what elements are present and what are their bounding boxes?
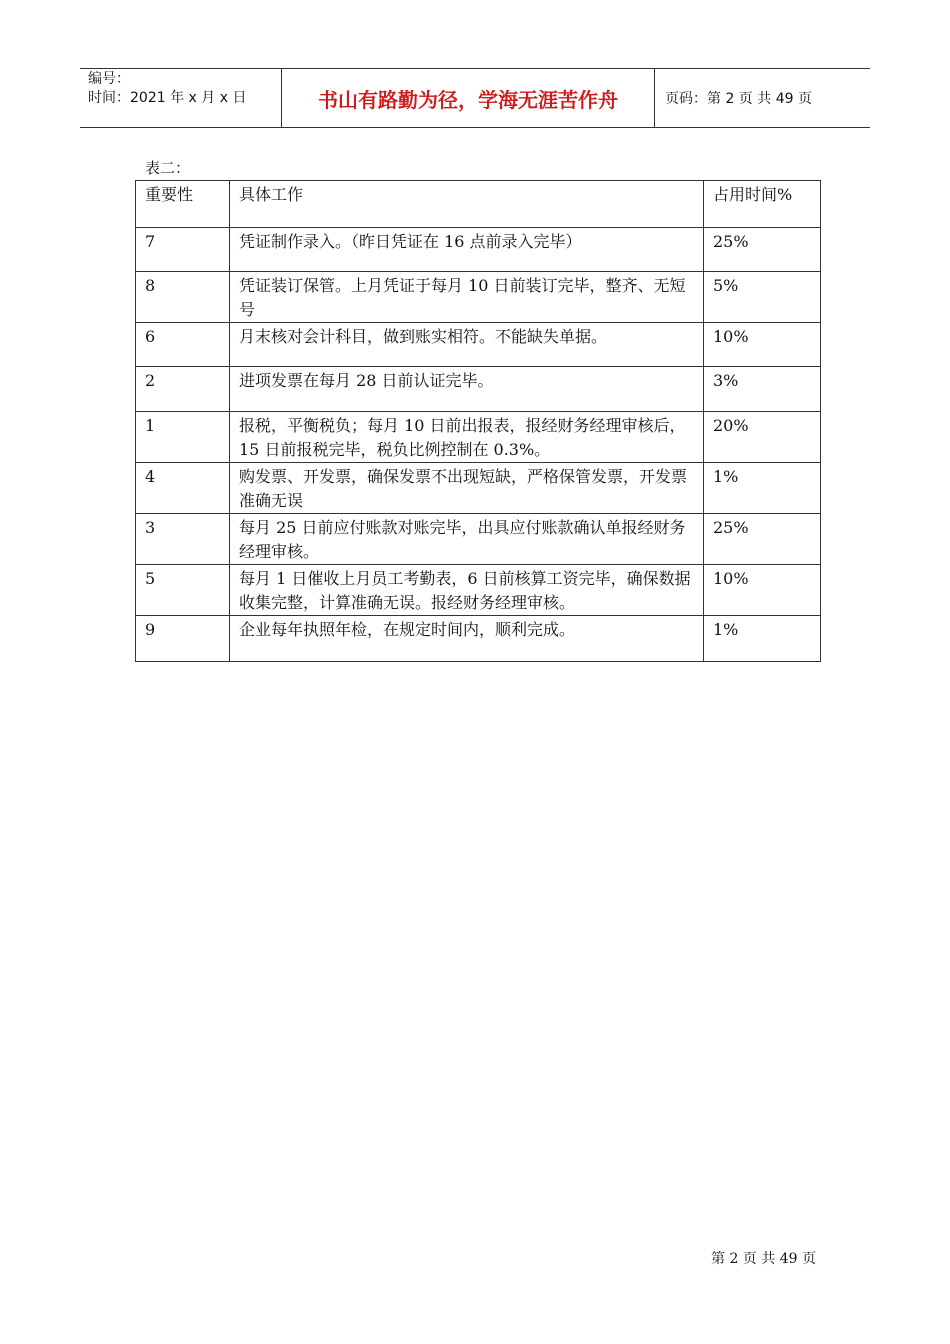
table-row	[136, 616, 821, 662]
column-header-work: 具体工作	[230, 181, 704, 228]
work-cell: 购发票、开发票，确保发票不出现短缺，严格保管发票，开发票准确无误	[230, 463, 704, 514]
importance-cell: 3	[136, 514, 230, 565]
number-label: 编号：	[88, 71, 130, 87]
column-header-importance: 重要性	[136, 181, 230, 228]
table-header-row	[136, 181, 821, 228]
table-caption: 表二：	[145, 159, 191, 177]
header-motto: 书山有路勤为径，学海无涯苦作舟	[282, 69, 655, 127]
work-cell: 凭证装订保管。上月凭证于每月 10 日前装订完毕，整齐、无短号	[230, 272, 704, 323]
work-cell: 报税，平衡税负；每月 10 日前出报表，报经财务经理审核后，15 日前报税完毕，税负比例控制在 0.3%。	[230, 412, 704, 463]
table-row	[136, 323, 821, 367]
time-cell: 3%	[704, 367, 821, 412]
importance-cell: 6	[136, 323, 230, 367]
table-row	[136, 514, 821, 565]
time-cell: 20%	[704, 412, 821, 463]
importance-cell: 1	[136, 412, 230, 463]
page-header	[80, 68, 870, 128]
table-row	[136, 412, 821, 463]
importance-cell: 4	[136, 463, 230, 514]
importance-cell: 5	[136, 565, 230, 616]
importance-cell: 8	[136, 272, 230, 323]
page-footer: 第 2 页 共 49 页	[711, 1251, 816, 1267]
time-cell: 1%	[704, 616, 821, 662]
header-meta	[80, 69, 282, 127]
work-table	[135, 180, 821, 662]
table-row	[136, 367, 821, 412]
work-cell: 月末核对会计科目，做到账实相符。不能缺失单据。	[230, 323, 704, 367]
importance-cell: 7	[136, 228, 230, 272]
importance-cell: 2	[136, 367, 230, 412]
table-row	[136, 463, 821, 514]
work-cell: 进项发票在每月 28 日前认证完毕。	[230, 367, 704, 412]
work-cell: 凭证制作录入。（昨日凭证在 16 点前录入完毕）	[230, 228, 704, 272]
time-cell: 25%	[704, 514, 821, 565]
header-page-label: 页码：第 2 页 共 49 页	[665, 91, 812, 107]
work-cell: 每月 1 日催收上月员工考勤表，6 日前核算工资完毕，确保数据收集完整，计算准确无误。报经财务经理审核。	[230, 565, 704, 616]
column-header-time: 占用时间%	[704, 181, 821, 228]
time-cell: 10%	[704, 323, 821, 367]
time-cell: 5%	[704, 272, 821, 323]
table-row	[136, 228, 821, 272]
work-cell: 企业每年执照年检，在规定时间内，顺利完成。	[230, 616, 704, 662]
time-cell: 1%	[704, 463, 821, 514]
table-row	[136, 272, 821, 323]
work-cell: 每月 25 日前应付账款对账完毕，出具应付账款确认单报经财务经理审核。	[230, 514, 704, 565]
importance-cell: 9	[136, 616, 230, 662]
date-label: 时间：2021 年 x 月 x 日	[88, 90, 247, 106]
time-cell: 10%	[704, 565, 821, 616]
time-cell: 25%	[704, 228, 821, 272]
table-row	[136, 565, 821, 616]
